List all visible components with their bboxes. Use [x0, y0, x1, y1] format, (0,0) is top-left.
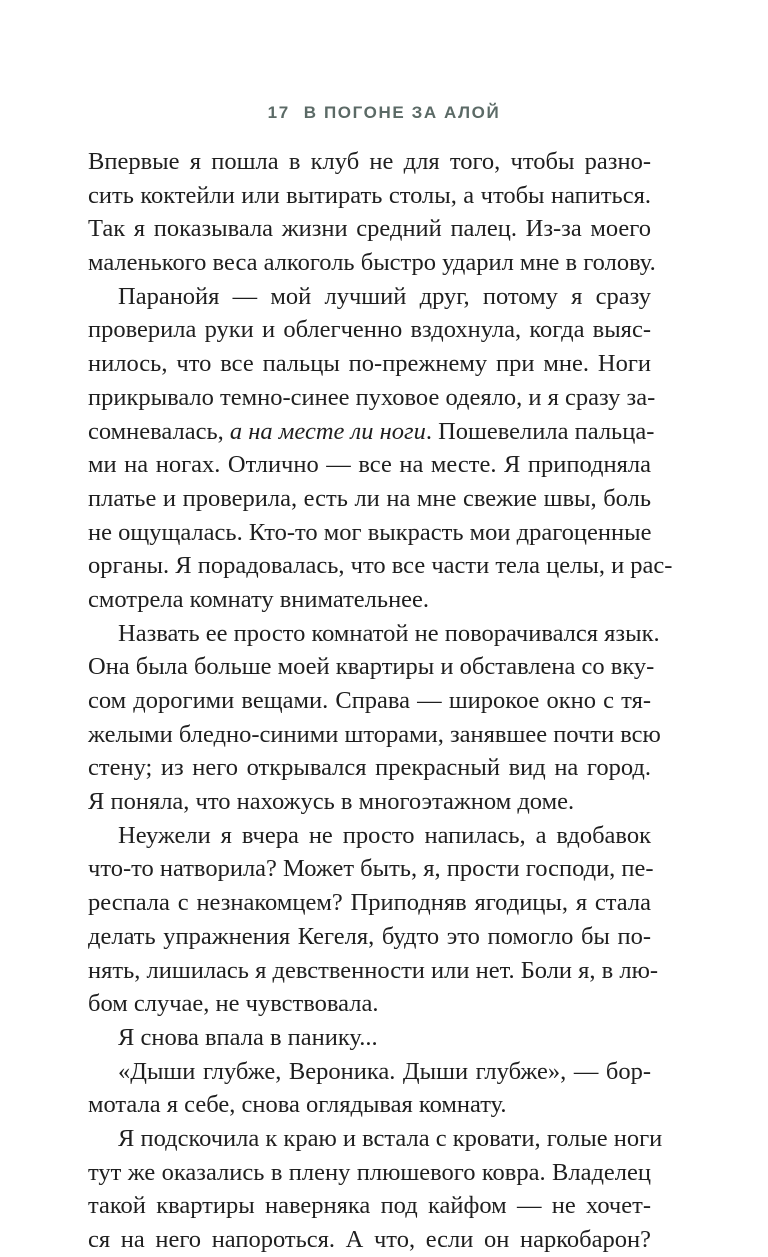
- text-line: органы. Я порадовалась, что все части тела целы, и рас-: [88, 552, 673, 580]
- body-text: [88, 145, 673, 1257]
- text-fragment: . Пошевелила пальца-: [425, 417, 655, 445]
- text-line: ми на ногах. Отлично — все на месте. Я приподняла: [88, 451, 651, 479]
- text-line: не ощущалась. Кто-то мог выкрасть мои драгоценные: [88, 518, 652, 546]
- text-line: Неужели я вчера не просто напилась, а вдобавок: [118, 821, 651, 849]
- text-line: делать упражнения Кегеля, будто это помогло бы по-: [88, 922, 651, 950]
- text-line: такой квартиры наверняка под кайфом — не хочет-: [88, 1192, 651, 1220]
- text-line: мотала я себе, снова оглядывая комнату.: [88, 1091, 507, 1119]
- text-line: Она была больше моей квартиры и обставлена со вку-: [88, 653, 655, 681]
- text-line: маленького веса алкоголь быстро ударил мне в голову.: [88, 249, 656, 277]
- text-line: проверила руки и облегченно вздохнула, когда выяс-: [88, 316, 651, 344]
- text-fragment: сомневалась,: [88, 417, 230, 445]
- text-line: Я подскочила к краю и встала с кровати, голые ноги: [118, 1124, 663, 1152]
- page-number: 17: [267, 103, 290, 122]
- running-head: [0, 103, 768, 123]
- text-line: смотрела комнату внимательнее.: [88, 585, 430, 613]
- text-line: прикрывало темно-синее пуховое одеяло, и я сразу за-: [88, 383, 656, 411]
- text-line: Я снова впала в панику...: [118, 1023, 378, 1051]
- text-line-with-italic: [88, 415, 655, 449]
- text-line: бом случае, не чувствовала.: [88, 990, 379, 1018]
- text-line: сом дорогими вещами. Справа — широкое окно с тя-: [88, 687, 651, 714]
- italic-phrase: а на месте ли ноги: [229, 417, 426, 445]
- text-line: Я поняла, что нахожусь в многоэтажном доме.: [88, 788, 575, 816]
- text-line: платье и проверила, есть ли на мне свежие швы, боль: [88, 484, 651, 512]
- text-line: сить коктейли или вытирать столы, а чтобы напиться.: [88, 181, 651, 209]
- text-line: респала с незнакомцем? Приподняв ягодицы, я стала: [88, 889, 651, 917]
- text-line: желыми бледно-синими шторами, занявшее почти всю: [88, 720, 661, 748]
- text-line: «Дыши глубже, Вероника. Дыши глубже», — бор-: [118, 1057, 651, 1085]
- text-line: что-то натворила? Может быть, я, прости господи, пе-: [88, 855, 654, 883]
- chapter-title: В ПОГОНЕ ЗА АЛОЙ: [303, 103, 501, 122]
- text-line: нилось, что все пальцы по-прежнему при мне. Ноги: [88, 350, 651, 378]
- text-line: стену; из него открывался прекрасный вид на город.: [88, 754, 651, 782]
- text-line: Так я показывала жизни средний палец. Из-за моего: [88, 215, 651, 243]
- text-line: тут же оказались в плену плюшевого ковра. Владелец: [88, 1158, 651, 1186]
- text-line: нять, лишилась я девственности или нет. Боли я, в лю-: [88, 956, 659, 984]
- text-line: Паранойя — мой лучший друг, потому я сразу: [118, 282, 651, 310]
- text-line: Назвать ее просто комнатой не поворачивался язык.: [118, 619, 660, 647]
- text-line: ся на него напороться. А что, если он наркобарон?: [88, 1226, 651, 1253]
- text-line: Впервые я пошла в клуб не для того, чтобы разно-: [88, 148, 651, 175]
